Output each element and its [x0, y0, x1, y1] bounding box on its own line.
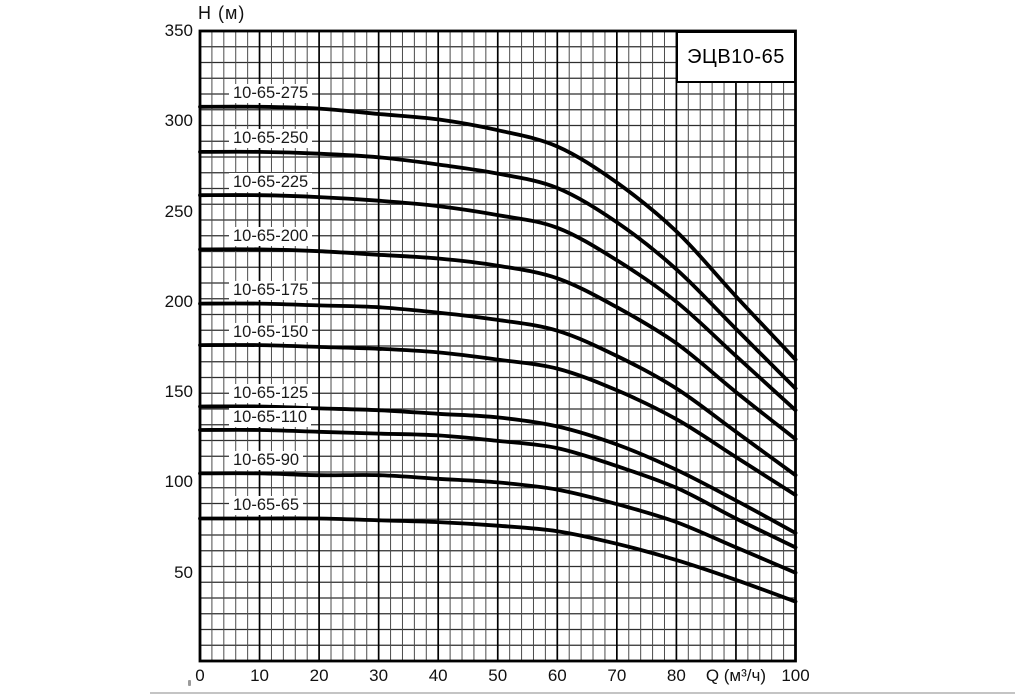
- y-tick-label: 150: [164, 382, 193, 402]
- x-tick-label: 40: [428, 666, 448, 685]
- chart-title: ЭЦВ10-65: [687, 45, 785, 68]
- curve-label-10-65-110: 10-65-110: [229, 408, 311, 427]
- y-tick-label: 250: [164, 201, 193, 221]
- y-axis-title: H (м): [198, 3, 246, 23]
- x-tick-label: 50: [488, 666, 508, 685]
- x-tick-label: 20: [309, 666, 329, 685]
- x-axis-title: Q (м³/ч): [705, 666, 767, 685]
- x-tick-label: 10: [250, 666, 269, 685]
- y-tick-label: 200: [164, 291, 193, 311]
- x-tick-label: 0: [195, 666, 205, 685]
- x-tick-label: 60: [547, 666, 567, 685]
- y-tick-label: 300: [164, 111, 193, 131]
- scan-dot-artifact: [188, 680, 191, 686]
- curve-label-10-65-65: 10-65-65: [229, 496, 303, 515]
- x-tick-label: 70: [607, 666, 627, 685]
- curve-label-10-65-125: 10-65-125: [229, 384, 312, 403]
- curve-label-10-65-90: 10-65-90: [229, 451, 303, 470]
- y-tick-label: 50: [174, 562, 193, 582]
- curve-label-10-65-250: 10-65-250: [229, 129, 312, 148]
- curve-label-10-65-275: 10-65-275: [229, 84, 312, 103]
- curve-label-10-65-150: 10-65-150: [229, 323, 312, 342]
- curve-label-10-65-225: 10-65-225: [229, 173, 312, 192]
- x-tick-label: 100: [781, 666, 810, 685]
- y-tick-label: 350: [164, 20, 193, 40]
- curve-label-10-65-200: 10-65-200: [229, 227, 312, 246]
- chart-title-box: [676, 31, 796, 83]
- x-tick-label: 80: [666, 666, 686, 685]
- y-tick-label: 100: [164, 472, 193, 492]
- x-tick-label: 30: [369, 666, 389, 685]
- scan-line-artifact: [150, 692, 1015, 694]
- curve-label-10-65-175: 10-65-175: [229, 281, 312, 300]
